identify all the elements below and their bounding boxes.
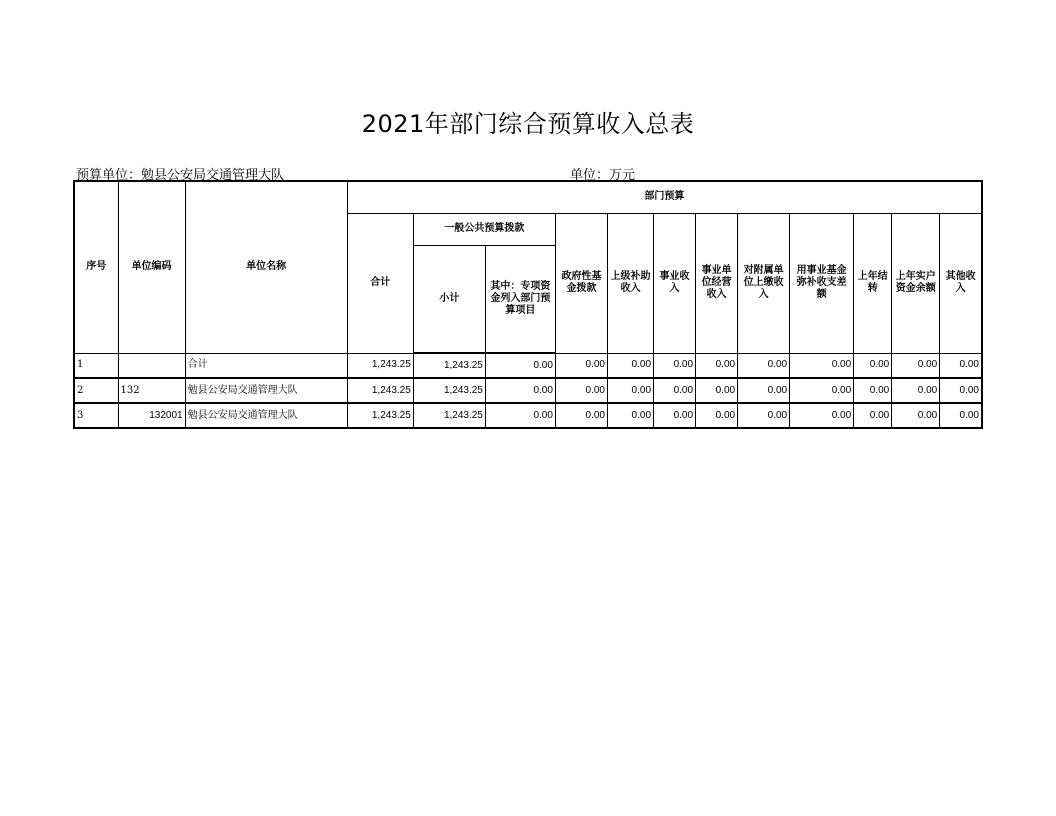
- header-fund-gap: 用事业基金弥补收支差额: [790, 213, 854, 353]
- cell-business-income: 0.00: [654, 378, 696, 403]
- cell-total: 1,243.25: [347, 403, 413, 428]
- header-account-balance: 上年实户资金余额: [892, 213, 940, 353]
- header-carryover: 上年结转: [854, 213, 892, 353]
- header-business-operating: 事业单位经营收入: [696, 213, 738, 353]
- cell-code: 132001: [118, 403, 185, 428]
- header-special: 其中：专项资金列入部门预算项目: [485, 245, 555, 353]
- cell-carryover: 0.00: [854, 403, 892, 428]
- cell-carryover: 0.00: [854, 353, 892, 378]
- header-gov-fund: 政府性基金拨款: [555, 213, 607, 353]
- cell-special: 0.00: [485, 353, 555, 378]
- cell-subtotal: 1,243.25: [413, 378, 485, 403]
- cell-code: [118, 353, 185, 378]
- header-business-income: 事业收入: [654, 213, 696, 353]
- cell-fund-gap: 0.00: [790, 353, 854, 378]
- table-row: [74, 353, 982, 378]
- cell-business-operating: 0.00: [696, 403, 738, 428]
- cell-subtotal: 1,243.25: [413, 353, 485, 378]
- cell-affiliated-payment: 0.00: [738, 353, 790, 378]
- cell-fund-gap: 0.00: [790, 403, 854, 428]
- cell-business-income: 0.00: [654, 403, 696, 428]
- cell-name: 勉县公安局交通管理大队: [185, 403, 347, 428]
- cell-account-balance: 0.00: [892, 378, 940, 403]
- cell-superior-subsidy: 0.00: [607, 378, 653, 403]
- header-subtotal: 小计: [413, 245, 485, 353]
- cell-other-income: 0.00: [940, 403, 982, 428]
- cell-affiliated-payment: 0.00: [738, 378, 790, 403]
- header-seq: 序号: [74, 181, 118, 353]
- header-code: 单位编码: [118, 181, 185, 353]
- budget-unit-label: 预算单位：勉县公安局交通管理大队: [76, 168, 285, 183]
- cell-seq: 3: [74, 403, 118, 428]
- cell-seq: 2: [74, 378, 118, 403]
- cell-superior-subsidy: 0.00: [607, 353, 653, 378]
- cell-other-income: 0.00: [940, 353, 982, 378]
- cell-special: 0.00: [485, 403, 555, 428]
- cell-gov-fund: 0.00: [555, 403, 607, 428]
- cell-account-balance: 0.00: [892, 403, 940, 428]
- cell-gov-fund: 0.00: [555, 378, 607, 403]
- header-general-public: 一般公共预算拨款: [413, 213, 555, 245]
- cell-fund-gap: 0.00: [790, 378, 854, 403]
- header-superior-subsidy: 上级补助收入: [607, 213, 653, 353]
- header-affiliated-payment: 对附属单位上缴收入: [738, 213, 790, 353]
- cell-other-income: 0.00: [940, 378, 982, 403]
- cell-gov-fund: 0.00: [555, 353, 607, 378]
- page-title: 2021年部门综合预算收入总表: [361, 110, 695, 138]
- cell-name: 合计: [185, 353, 347, 378]
- table-row: [74, 378, 982, 403]
- header-other-income: 其他收入: [940, 213, 982, 353]
- header-total: 合计: [347, 213, 413, 353]
- cell-seq: 1: [74, 353, 118, 378]
- header-name: 单位名称: [185, 181, 347, 353]
- cell-affiliated-payment: 0.00: [738, 403, 790, 428]
- money-unit-label: 单位：万元: [570, 168, 636, 183]
- cell-name: 勉县公安局交通管理大队: [185, 378, 347, 403]
- cell-code: 132: [118, 378, 185, 403]
- cell-special: 0.00: [485, 378, 555, 403]
- header-dept-budget: 部门预算: [347, 181, 982, 213]
- budget-income-table: [73, 180, 983, 429]
- cell-total: 1,243.25: [347, 378, 413, 403]
- cell-total: 1,243.25: [347, 353, 413, 378]
- cell-superior-subsidy: 0.00: [607, 403, 653, 428]
- cell-account-balance: 0.00: [892, 353, 940, 378]
- cell-business-operating: 0.00: [696, 353, 738, 378]
- cell-carryover: 0.00: [854, 378, 892, 403]
- cell-business-operating: 0.00: [696, 378, 738, 403]
- cell-business-income: 0.00: [654, 353, 696, 378]
- cell-subtotal: 1,243.25: [413, 403, 485, 428]
- table-row: [74, 403, 982, 428]
